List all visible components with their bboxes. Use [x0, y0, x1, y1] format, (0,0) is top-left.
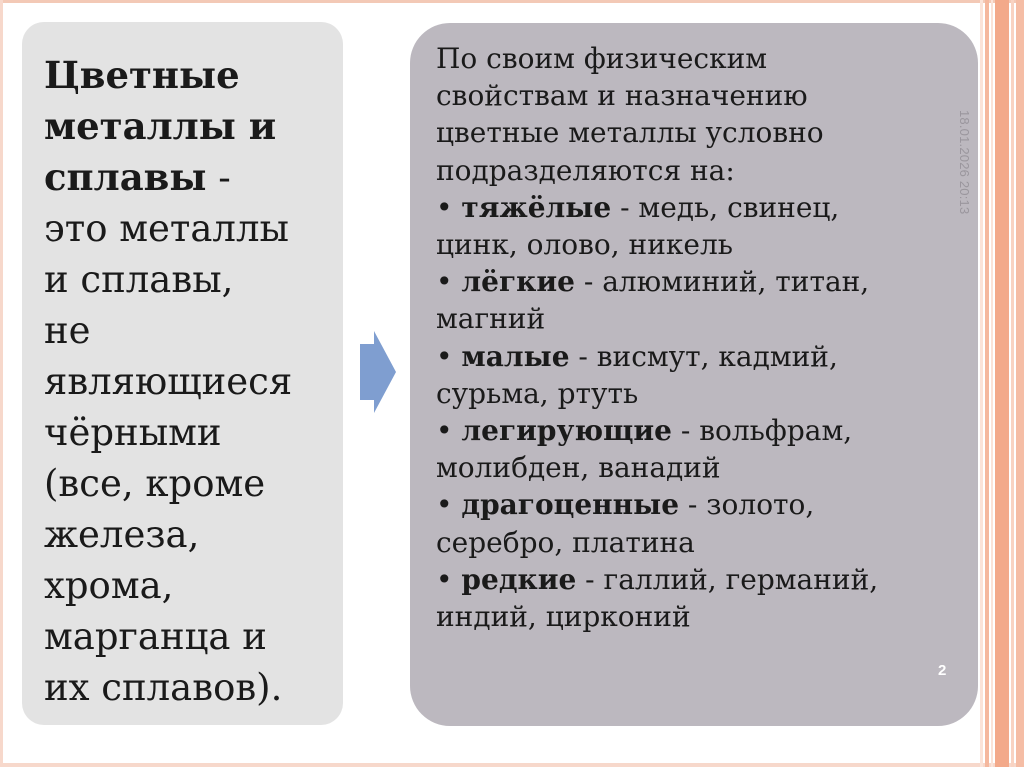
slide-number: 2 [938, 662, 947, 679]
bullet-icon: • [436, 414, 453, 448]
body-line: это металлы [44, 207, 289, 250]
item-rest: - вольфрам, [672, 414, 853, 448]
item-term: редкие [461, 562, 577, 596]
arrow-right-icon [360, 331, 396, 413]
body-line: являющиеся [44, 360, 293, 403]
item-term: лёгкие [461, 265, 575, 299]
classification-text [436, 40, 956, 635]
list-item [436, 263, 956, 337]
item-rest-line2: цинк, олово, никель [436, 228, 733, 262]
item-term: малые [461, 339, 570, 373]
list-item [436, 412, 956, 486]
intro-line: свойствам и назначению [436, 79, 808, 113]
title-line-3: сплавы [44, 155, 207, 199]
item-term: легирующие [461, 414, 672, 448]
intro-line: цветные металлы условно [436, 116, 824, 150]
title-line-2: металлы и [44, 104, 277, 148]
bullet-icon: • [436, 265, 453, 299]
list-item [436, 486, 956, 560]
bullet-icon: • [436, 190, 453, 224]
body-line: марганца и [44, 615, 267, 658]
title-dash: - [206, 156, 231, 199]
body-line: хрома, [44, 564, 174, 607]
body-line: и сплавы, [44, 258, 234, 301]
item-rest: - алюминий, титан, [574, 265, 870, 299]
body-line: (все, кроме [44, 462, 266, 505]
item-rest-line2: серебро, платина [436, 525, 695, 559]
item-rest: - медь, свинец, [611, 190, 840, 224]
body-line: чёрными [44, 411, 222, 454]
intro-line: По своим физическим [436, 42, 768, 75]
definition-card [22, 22, 343, 725]
item-rest-line2: индий, цирконий [436, 600, 691, 634]
decorative-stripes [980, 0, 1024, 767]
definition-body [44, 203, 333, 713]
item-rest-line2: сурьма, ртуть [436, 376, 639, 410]
title-line-1: Цветные [44, 53, 240, 97]
frame-top-border [0, 0, 1024, 3]
item-term: драгоценные [461, 488, 680, 522]
body-line: их сплавов). [44, 666, 283, 709]
frame-bottom-border [0, 763, 1024, 767]
list-item [436, 561, 956, 635]
slide-date: 18.01.2026 20:13 [957, 110, 972, 215]
frame-left-border [0, 0, 3, 767]
list-item [436, 189, 956, 263]
list-item [436, 338, 956, 412]
bullet-icon: • [436, 488, 453, 522]
definition-title [44, 50, 333, 203]
bullet-icon: • [436, 339, 453, 373]
item-rest-line2: магний [436, 302, 546, 336]
item-rest: - галлий, германий, [576, 562, 879, 596]
bullet-icon: • [436, 562, 453, 596]
item-rest-line2: молибден, ванадий [436, 451, 721, 485]
body-line: железа, [44, 513, 200, 556]
intro-line: подразделяются на: [436, 153, 735, 187]
item-term: тяжёлые [461, 190, 612, 224]
item-rest: - золото, [679, 488, 815, 522]
body-line: не [44, 309, 91, 352]
item-rest: - висмут, кадмий, [569, 339, 838, 373]
